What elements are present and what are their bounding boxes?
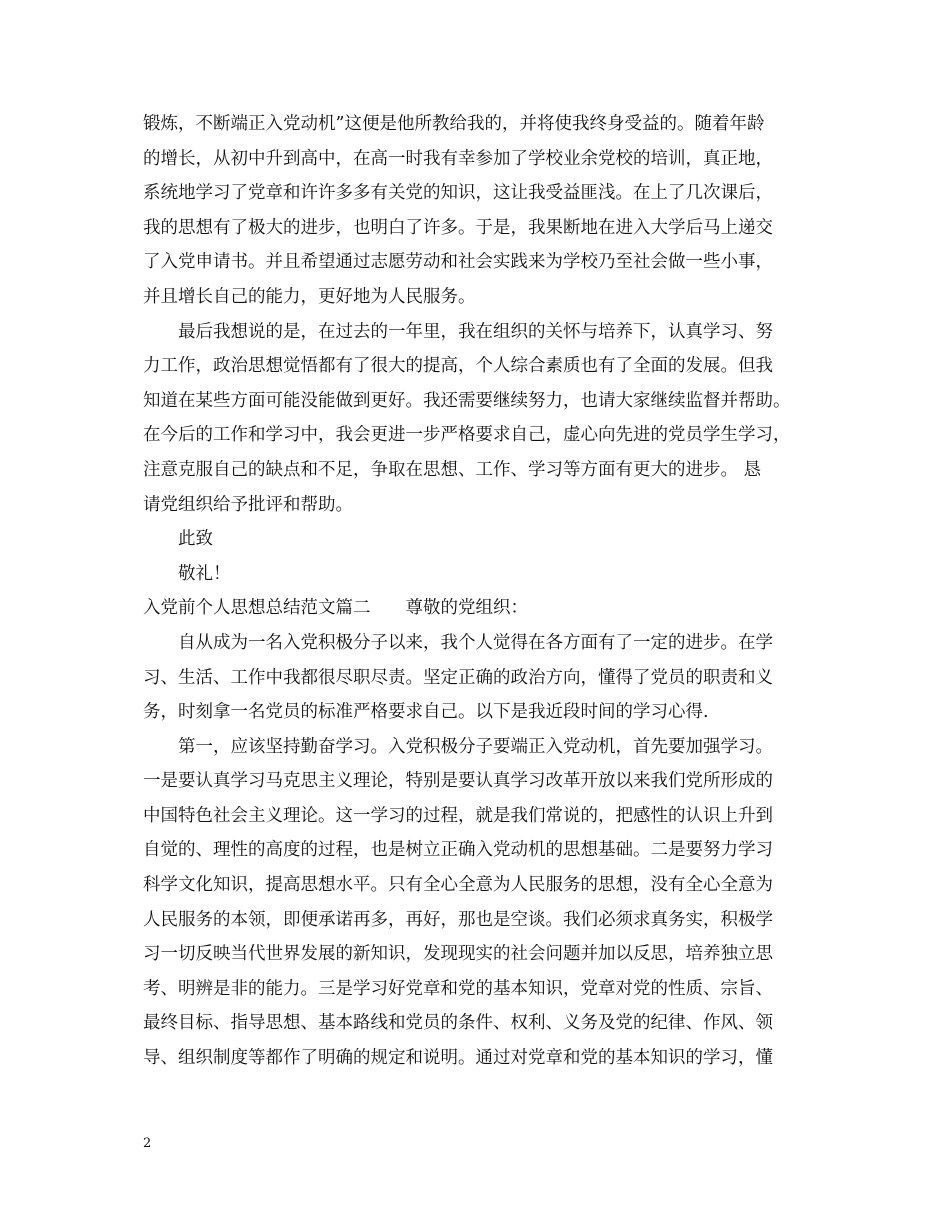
- text-line: 并且增长自己的能力，更好地为人民服务。: [143, 286, 476, 307]
- section-heading: 入党前个人思想总结范文篇二 尊敬的党组织：: [143, 598, 528, 619]
- text-line: 中国特色社会主义理论。这一学习的过程，就是我们常说的，把感性的认识上升到: [143, 805, 773, 826]
- page-number: 2: [143, 1136, 152, 1151]
- document-body: [143, 107, 823, 1076]
- text-line: 习一切反映当代世界发展的新知识，发现现实的社会问题并加以反思，培养独立思: [143, 944, 773, 965]
- text-line: 第一，应该坚持勤奋学习。入党积极分子要端正入党动机，首先要加强学习。: [178, 736, 773, 757]
- text-line: 系统地学习了党章和许许多多有关党的知识，这让我受益匪浅。在上了几次课后，: [143, 183, 773, 204]
- text-line: 锻炼，不断端正入党动机”这便是他所教给我的，并将使我终身受益的。随着年龄: [143, 114, 765, 134]
- text-line: 导、组织制度等都作了明确的规定和说明。通过对党章和党的基本知识的学习，懂: [143, 1048, 773, 1069]
- text-line: 力工作，政治思想觉悟都有了很大的提高，个人综合素质也有了全面的发展。但我: [143, 356, 773, 377]
- text-line: 务，时刻拿一名党员的标准严格要求自己。以下是我近段时间的学习心得.: [143, 702, 709, 723]
- text-line: 考、明辨是非的能力。三是学习好党章和党的基本知识，党章对党的性质、宗旨、: [143, 978, 773, 999]
- text-line: 最终目标、指导思想、基本路线和党员的条件、权利、义务及党的纪律、作风、领: [143, 1013, 773, 1034]
- text-line: 习、生活、工作中我都很尽职尽责。坚定正确的政治方向，懂得了党员的职责和义: [143, 667, 773, 688]
- text-line: 的增长，从初中升到高中，在高一时我有幸参加了学校业余党校的培训，真正地，: [143, 148, 773, 169]
- text-line: 人民服务的本领，即便承诺再多，再好，那也是空谈。我们必须求真务实，积极学: [143, 909, 773, 930]
- text-line: 科学文化知识，提高思想水平。只有全心全意为人民服务的思想，没有全心全意为: [143, 875, 773, 896]
- text-line: 自觉的、理性的高度的过程，也是树立正确入党动机的思想基础。二是要努力学习: [143, 840, 773, 861]
- text-line: 知道在某些方面可能没能做到更好。我还需要继续努力，也请大家继续监督并帮助。: [143, 390, 791, 411]
- text-line: 一是要认真学习马克思主义理论，特别是要认真学习改革开放以来我们党所形成的: [143, 771, 773, 792]
- text-line: 了入党申请书。并且希望通过志愿劳动和社会实践来为学校乃至社会做一些小事，: [143, 252, 773, 273]
- text-line: 在今后的工作和学习中，我会更进一步严格要求自己，虚心向先进的党员学生学习，: [143, 425, 791, 446]
- text-line: 自从成为一名入党积极分子以来，我个人觉得在各方面有了一定的进步。在学: [178, 632, 773, 653]
- salutation-line: 敬礼！: [178, 563, 231, 584]
- text-line: 请党组织给予批评和帮助。: [143, 494, 353, 515]
- salutation-line: 此致: [178, 529, 213, 550]
- text-line: 注意克服自己的缺点和不足，争取在思想、工作、学习等方面有更大的进步。 恳: [143, 459, 762, 480]
- text-line: 我的思想有了极大的进步，也明白了许多。于是，我果断地在进入大学后马上递交: [143, 217, 773, 238]
- text-line: 最后我想说的是，在过去的一年里，我在组织的关怀与培养下，认真学习、努: [178, 321, 773, 342]
